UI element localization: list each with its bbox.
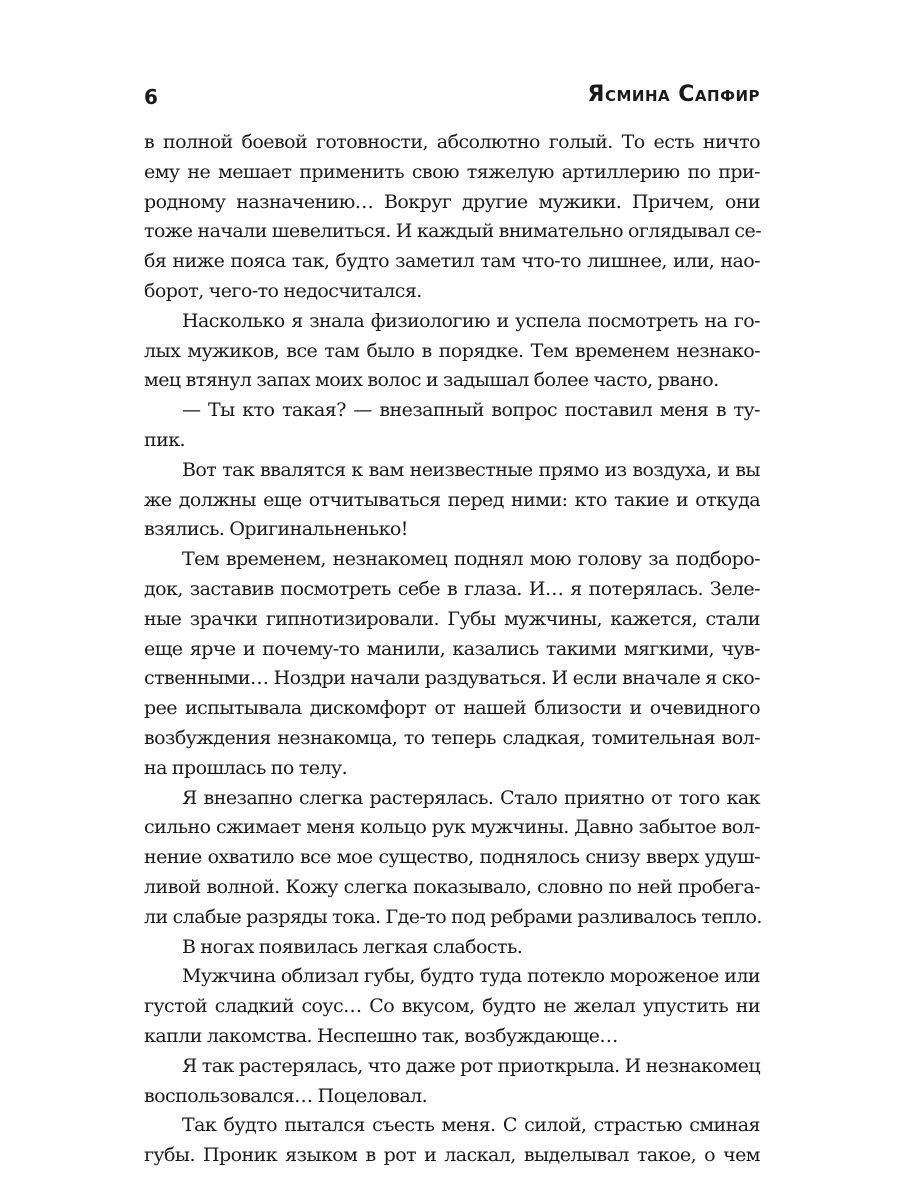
text-line: капли лакомства. Неспешно так, возбуждающе… [144, 1024, 618, 1047]
text-line: Тем временем, незнакомец поднял мою голову за подборо- [182, 548, 760, 571]
text-line: густой сладкий соус… Со вкусом, будто не желал упустить ни [144, 995, 760, 1018]
text-line: — Ты кто такая? — внезапный вопрос поставил меня в ту- [182, 399, 760, 422]
body-text [144, 128, 760, 1171]
text-line: мец втянул запах моих волос и задышал более часто, рвано. [144, 369, 719, 392]
text-line: бя ниже пояса так, будто заметил там что-то лишнее, или, нао- [144, 250, 760, 273]
text-line: Я внезапно слегка растерялась. Стало приятно от того как [182, 786, 760, 809]
text-line: взялись. Оригинальненько! [144, 518, 408, 541]
text-line: ные зрачки гипнотизировали. Губы мужчины, кажется, стали [144, 607, 760, 630]
text-line: пик. [144, 428, 186, 451]
running-header [144, 82, 760, 116]
text-line: же должны еще отчитываться перед ними: кто такие и откуда [144, 488, 760, 511]
text-line: Насколько я знала физиологию и успела посмотреть на го- [182, 309, 760, 332]
text-line: сильно сжимает меня кольцо рук мужчины. Давно забытое вол- [144, 816, 760, 839]
book-page [144, 82, 760, 1171]
text-line: родному назначению… Вокруг другие мужики. Причем, они [144, 190, 760, 213]
text-line: еще ярче и почему-то манили, казались такими мягкими, чув- [144, 637, 760, 660]
page-number: 6 [144, 85, 158, 109]
text-line: ственными… Ноздри начали раздуваться. И если вначале я ско- [144, 667, 760, 690]
text-line: ему не мешает применить свою тяжелую артиллерию по при- [144, 160, 760, 183]
text-line: на прошлась по телу. [144, 756, 348, 779]
text-line: борот, чего-то недосчитался. [144, 279, 422, 302]
text-line: рее испытывала дискомфорт от нашей близости и очевидного [144, 697, 760, 720]
text-line: тоже начали шевелиться. И каждый внимательно оглядывал се- [144, 220, 762, 243]
text-line: нение охватило все мое существо, поднялось снизу вверх удуш- [144, 846, 760, 869]
text-line: Я так растерялась, что даже рот приоткрыла. И незнакомец [182, 1054, 760, 1077]
author-name: Ясмина Сапфир [587, 82, 760, 107]
text-line: ли слабые разряды тока. Где-то под ребрами разливалось тепло. [144, 905, 762, 928]
text-line: воспользовался… Поцеловал. [144, 1084, 428, 1107]
text-line: возбуждения незнакомца, то теперь сладкая, томительная вол- [144, 726, 760, 749]
text-line: В ногах появилась легкая слабость. [182, 935, 523, 958]
text-line: Вот так ввалятся к вам неизвестные прямо из воздуха, и вы [182, 458, 760, 481]
text-line: Так будто пытался съесть меня. С силой, страстью сминая [182, 1114, 760, 1137]
text-line: док, заставив посмотреть себе в глаза. И… я потерялась. Зеле- [144, 577, 760, 600]
text-line: ливой волной. Кожу слегка показывало, словно по ней пробега- [144, 875, 760, 898]
text-line: Мужчина облизал губы, будто туда потекло мороженое или [182, 965, 760, 988]
text-line: лых мужиков, все там было в порядке. Тем временем незнако- [144, 339, 760, 362]
text-line: в полной боевой готовности, абсолютно голый. То есть ничто [144, 131, 760, 153]
text-line: губы. Проник языком в рот и ласкал, выделывал такое, о чем [144, 1144, 760, 1167]
